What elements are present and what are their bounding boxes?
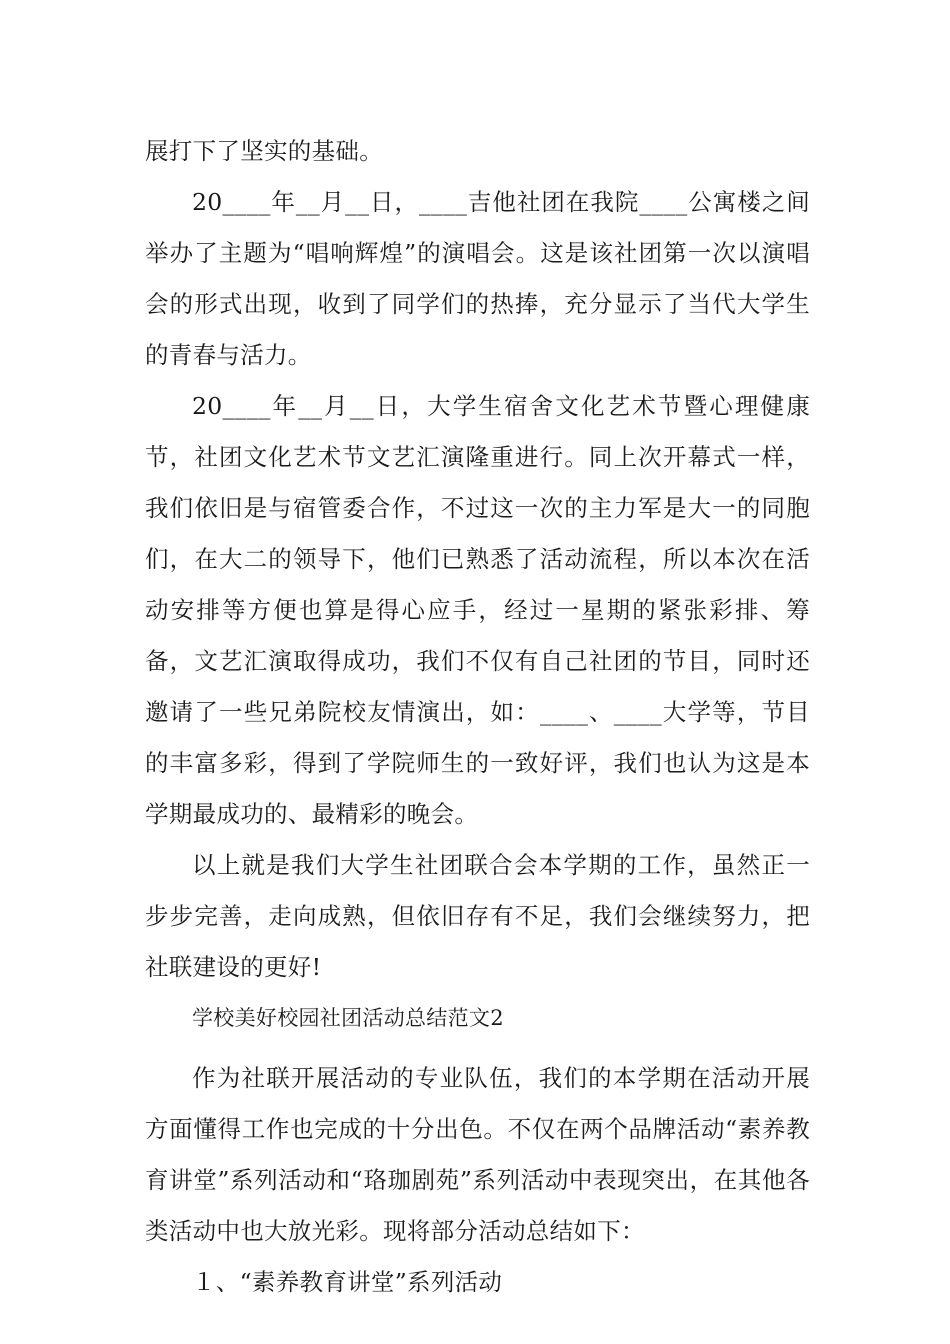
section-heading: 学校美好校园社团活动总结范文2 [192, 1006, 504, 1030]
subsection-heading: １、“素养教育讲堂”系列活动 [192, 1268, 503, 1296]
paragraph-intro-2: 作为社联开展活动的专业队伍，我们的本学期在活动开展方面懂得工作也完成的十分出色。不仅在两个品牌活动“素养教育讲堂”系列活动和“珞珈剧苑”系列活动中表现突出，在其他各类活动中也大放光彩。现将部分活动总结如下： [145, 1064, 810, 1245]
paragraph-guitar-concert: 20____年__月__日，____吉他社团在我院____公寓楼之间举办了主题为“唱响辉煌”的演唱会。这是该社团第一次以演唱会的形式出现，收到了同学们的热捧，充分显示了当代大学生的青春与活力。 [145, 188, 810, 369]
paragraph-conclusion: 以上就是我们大学生社团联合会本学期的工作，虽然正一步步完善，走向成熟，但依旧存有不足，我们会继续努力，把社联建设的更好! [145, 851, 810, 981]
paragraph-continuation: 展打下了坚实的基础。 [145, 137, 383, 165]
paragraph-art-festival: 20____年__月__日，大学生宿舍文化艺术节暨心理健康节，社团文化艺术节文艺汇演隆重进行。同上次开幕式一样，我们依旧是与宿管委合作，不过这一次的主力军是大一的同胞们，在大二的领导下，他们已熟悉了活动流程，所以本次在活动安排等方便也算是得心应手，经过一星期的紧张彩排、筹备，文艺汇演取得成功，我们不仅有自己社团的节目，同时还邀请了一些兄弟院校友情演出，如：____、____大学等，节目的丰富多彩，得到了学院师生的一致好评，我们也认为这是本学期最成功的、最精彩的晚会。 [145, 392, 810, 828]
document-body [145, 126, 810, 1308]
